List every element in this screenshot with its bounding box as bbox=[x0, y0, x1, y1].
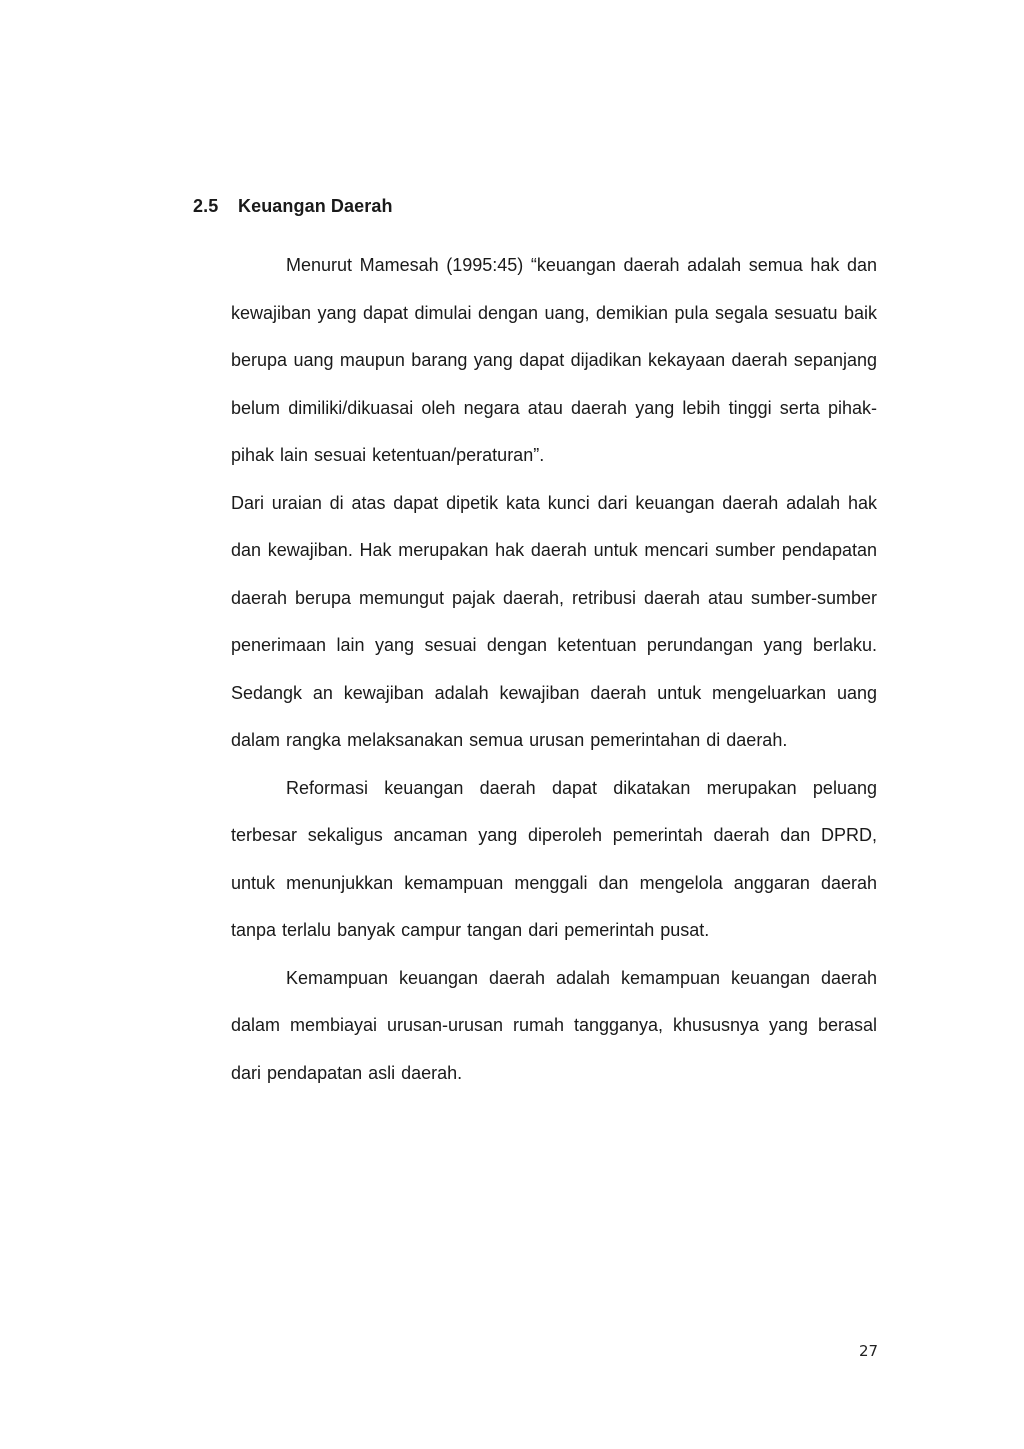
section-title: Keuangan Daerah bbox=[238, 196, 393, 216]
paragraph-capability: Kemampuan keuangan daerah adalah kemampuan keuangan daerah dalam membiayai urusan-urusan rumah tangganya, khususnya yang berasal dari pendapatan asli daerah. bbox=[231, 967, 877, 1083]
section-number: 2.5 bbox=[193, 196, 219, 216]
paragraph-reform: Reformasi keuangan daerah dapat dikatakan merupakan peluang terbesar sekaligus ancaman yang diperoleh pemerintah daerah dan DPRD, untuk menunjukkan kemampuan menggali dan mengelola anggaran daerah tanpa terlalu banyak campur tangan dari pemerintah pusat. bbox=[231, 777, 877, 940]
paragraph-definition: Menurut Mamesah (1995:45) “keuangan daerah adalah semua hak dan kewajiban yang dapat dimulai dengan uang, demikian pula segala sesuatu baik berupa uang maupun barang yang dapat dijadikan kekayaan daerah sepanjang belum dimiliki/dikuasai oleh negara atau daerah yang lebih tinggi serta pihak-pihak lain sesuai ketentuan/peraturan”. bbox=[231, 255, 877, 465]
paragraph-key-concept: Dari uraian di atas dapat dipetik kata kunci dari keuangan daerah adalah hak dan kewajiban. Hak merupakan hak daerah untuk mencari sumber pendapatan daerah berupa memungut pajak daerah, retribusi daerah atau sumber-sumber penerimaan lain yang sesuai dengan ketentuan perundangan yang berlaku. Sedangk an kewajiban adalah kewajiban daerah untuk mengeluarkan uang dalam rangka melaksanakan semua urusan pemerintahan di daerah. bbox=[231, 492, 877, 750]
body-text bbox=[231, 242, 877, 1097]
page-number: 27 bbox=[859, 1342, 879, 1360]
section-heading bbox=[193, 196, 393, 217]
